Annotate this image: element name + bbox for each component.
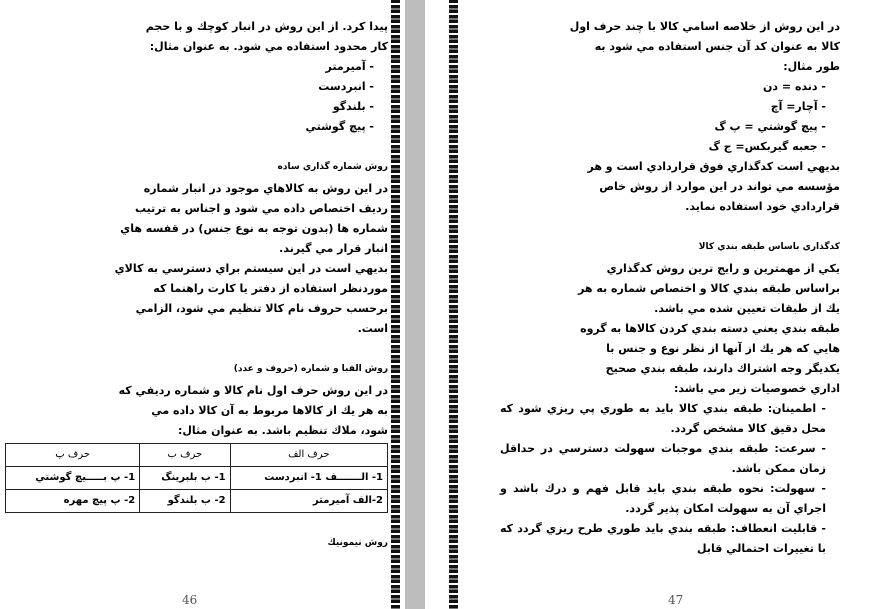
table-cell: 1- پ بـــــيچ گوشتي <box>6 467 140 490</box>
book-gutter <box>405 0 425 609</box>
table-cell: 2- پ پيچ مهره <box>6 490 140 513</box>
page-number: 46 <box>182 593 198 607</box>
section-heading: روش نيمونيك <box>327 538 388 548</box>
left-page <box>0 0 405 609</box>
text-line: كالا به عنوان كد آن جنس استفاده مي شود به <box>594 40 840 53</box>
list-item: - انبردست <box>5 77 388 97</box>
list-item: - پيچ گوشتي <box>5 117 388 137</box>
text-line: كار محدود استفاده مي شود. به عنوان مثال: <box>149 40 388 53</box>
feature-list <box>500 399 840 559</box>
list-item: - سهولت: نحوه طبقه بندي بايد قابل فهم و درك باشد و اجراي آن به سهولت امكان پذير گردد. <box>500 479 840 519</box>
text-line: يكي از مهمترين و رايج ترين روش كدگذاري <box>606 262 840 275</box>
text-line: به هر يك از كالاها مربوط به آن كالا داده مي <box>151 404 388 417</box>
text-line: شود، ملاك تنظيم باشد. به عنوان مثال: <box>177 424 388 437</box>
text-line: شماره ها (بدون توجه به نوع جنس) در قفسه هاي <box>120 222 388 235</box>
table-cell: 2- ب بلندگو <box>140 490 230 513</box>
text-line: طور مثال: <box>783 60 840 73</box>
table-header: حرف الف <box>230 444 387 467</box>
table-header-row <box>6 444 388 467</box>
section-heading: روش الفبا و شماره (حروف و عدد) <box>233 364 388 374</box>
text-line: براساس طبقه بندي كالا و اختصاص شماره به هر <box>578 282 840 295</box>
table-header: حرف پ <box>6 444 140 467</box>
text-line: رديف اختصاص داده مي شود و اجناس به ترتيب <box>134 202 388 215</box>
list-item: - پيچ گوشتي = پ گ <box>500 117 840 137</box>
text-line: مؤسسه مي تواند در اين موارد از روش خاص <box>599 180 840 193</box>
text-line: در اين روش از خلاصه اسامي كالا با چند حرف اول <box>569 20 840 33</box>
text-line: يك از طبقات تعيين شده مي باشد. <box>654 302 840 315</box>
text-line: پيدا كرد. از اين روش در انبار كوچك و با حجم <box>145 20 388 33</box>
list-item: - آميرمتر <box>5 57 388 77</box>
list-item: - جعبه گيربكس= ج گ <box>500 137 840 157</box>
list-item: - اطمينان: طبقه بندي كالا بايد به طوري پي ريزي شود كه محل دقيق كالا مشخص گردد. <box>500 399 840 439</box>
example-table <box>5 443 388 513</box>
section-heading: روش شماره گذاري ساده <box>277 162 388 172</box>
binding-chain <box>449 0 458 609</box>
text-line: طبقه بندي يعني دسته بندي كردن كالاها به گروه <box>580 322 840 335</box>
text-line: در اين روش به كالاهاي موجود در انبار شماره <box>143 182 388 195</box>
right-page-text <box>500 17 840 559</box>
text-line: هايي كه هر يك از آنها از نظر نوع و جنس با <box>606 342 840 355</box>
text-line: است. <box>357 322 388 335</box>
left-page-text <box>5 17 388 555</box>
table-row <box>6 467 388 490</box>
table-cell: 1- ب بلبرينگ <box>140 467 230 490</box>
text-line: بديهي است كدگذاري فوق قراردادي است و هر <box>587 160 840 173</box>
table-cell: 2-الف آميرمتر <box>230 490 387 513</box>
text-line: قراردادي خود استفاده نمايد. <box>685 200 840 213</box>
list-item: - آچار= آچ <box>500 97 840 117</box>
example-list <box>500 77 840 157</box>
table-cell: 1- الـــــــف 1- انبردست <box>230 467 387 490</box>
text-line: بديهي است در اين سيستم براي دسترسي به كالاي <box>114 262 388 275</box>
text-line: در اين روش حرف اول نام كالا و شماره رديفي كه <box>118 384 388 397</box>
text-line: برحسب حروف نام كالا تنظيم مي شود، الزامي <box>135 302 388 315</box>
list-item: - دنده = دن <box>500 77 840 97</box>
text-line: انبار قرار مي گيرند. <box>279 242 388 255</box>
list-item: - قابليت انعطاف: طبقه بندي بايد طوري طرح ريزي گردد كه با تغييرات احتمالي قابل <box>500 519 840 559</box>
table-row <box>6 490 388 513</box>
text-line: موردنظر استفاده از دفتر يا كارت راهنما كه <box>153 282 388 295</box>
binding-chain <box>391 0 400 609</box>
list-item: - بلندگو <box>5 97 388 117</box>
section-heading: كدگذاري باساس طبقه بندي كالا <box>698 242 840 252</box>
text-line: اداري خصوصيات زير مي باشد: <box>674 382 840 395</box>
example-list <box>5 57 388 137</box>
page-number: 47 <box>668 593 684 607</box>
list-item: - سرعت: طبقه بندي موجبات سهولت دسترسي در حداقل زمان ممكن باشد. <box>500 439 840 479</box>
table-header: حرف ب <box>140 444 230 467</box>
text-line: يكديگر وجه اشتراك دارند، طبقه بندي صحيح <box>605 362 840 375</box>
